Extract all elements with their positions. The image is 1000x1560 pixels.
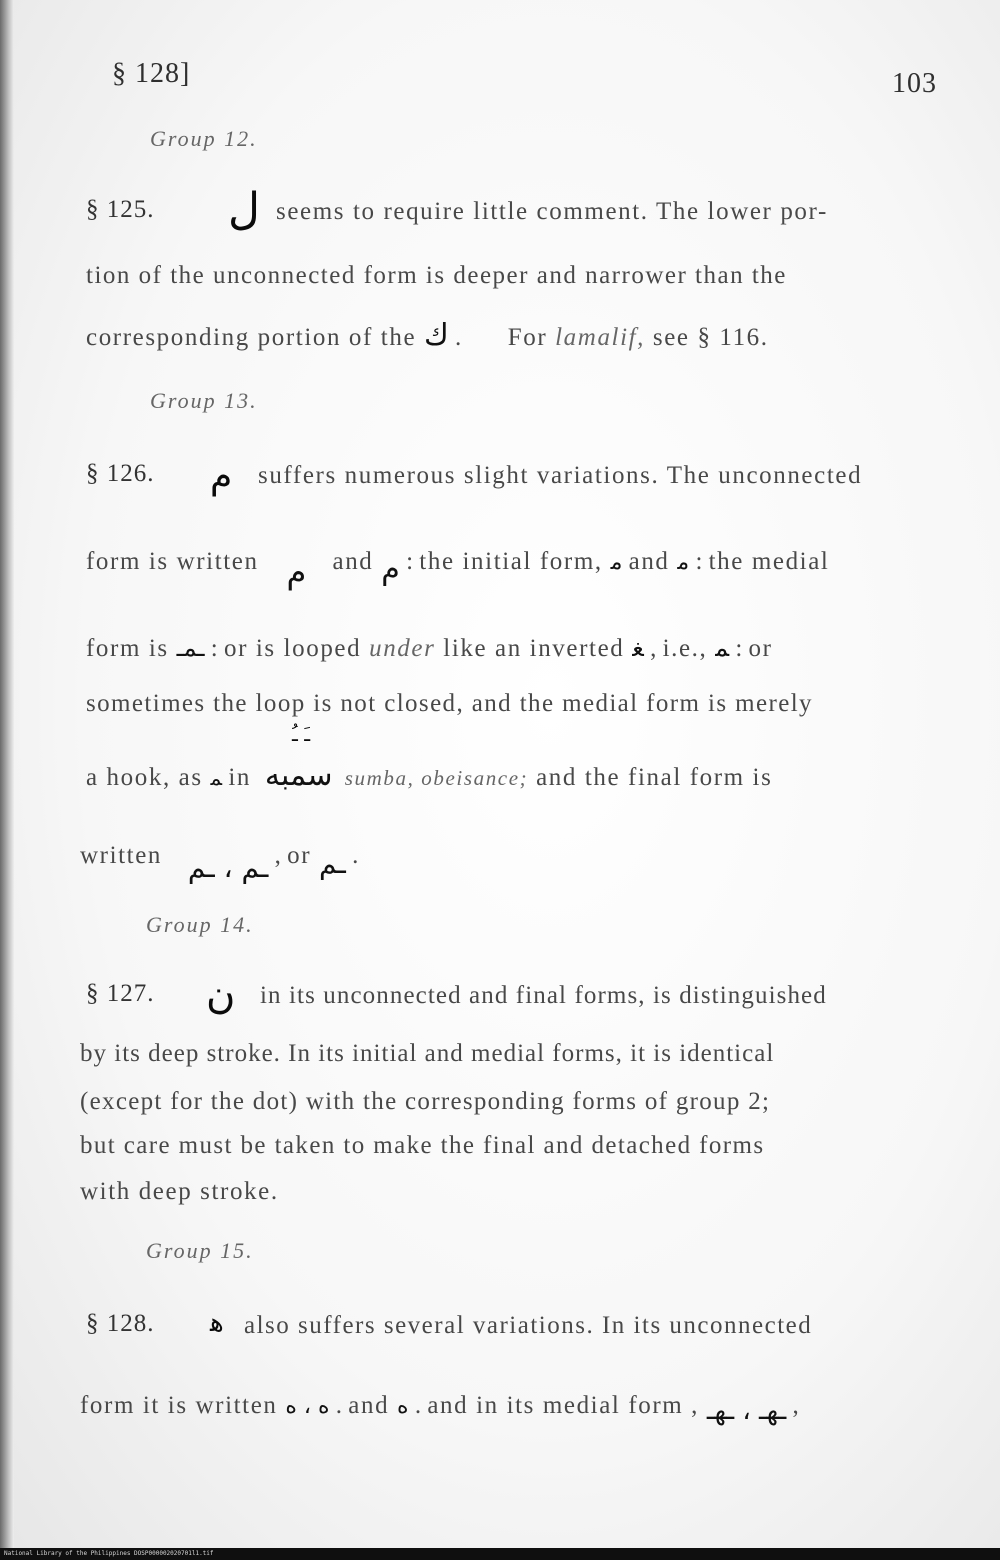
line-2-text-e: : the medial: [695, 548, 830, 575]
arabic-word-sumba: سمبه: [264, 758, 333, 793]
line-2-text-d: and: [628, 548, 670, 575]
inverted-ghain-glyph: ﻐ: [632, 634, 644, 662]
line-2-text-c: . and in its medial form ,: [414, 1392, 700, 1419]
section-126-line-1: suffers numerous slight variations. The unconnected: [258, 462, 863, 489]
section-127-line-5: with deep stroke.: [80, 1178, 279, 1205]
line-6-text-a: written: [80, 842, 163, 869]
section-127-line-3: (except for the dot) with the corresponding forms of group 2;: [80, 1088, 771, 1115]
section-127-line-4: but care must be taken to make the final and detached forms: [80, 1132, 765, 1159]
mim-hook-glyph: ﻤ: [210, 766, 223, 790]
line-3-text-e: : or: [735, 635, 773, 662]
section-128-number: § 128.: [86, 1310, 155, 1337]
line-2-text-d: ,: [792, 1392, 799, 1419]
arabic-ha-glyph: ﻫ: [210, 1308, 224, 1338]
line-3-text-b: .: [455, 324, 462, 351]
arabic-nun-glyph: ن: [206, 972, 236, 1018]
section-127-line-1: in its unconnected and final forms, is distinguished: [260, 982, 827, 1009]
line-3-text-d: , i.e.,: [650, 635, 708, 662]
group-heading-14: Group 14.: [146, 912, 254, 937]
line-6-text-c: .: [352, 842, 359, 869]
line-2-text-b: and: [332, 548, 374, 575]
looped-mim-glyph: ﻤ: [715, 634, 730, 662]
ha-medial-forms: ـﻬـ ، ـﻬـ: [706, 1396, 787, 1426]
ha-unconnected-forms: ه ، ه: [285, 1394, 330, 1419]
mim-final-forms: ـم ، ـم: [187, 851, 269, 884]
section-128-line-2: [80, 1392, 799, 1426]
ha-unconnected-form-alt: ه: [397, 1394, 409, 1419]
scan-footer-label: National Library of the Philippines DOSP000002020701l1.tif: [4, 1550, 214, 1557]
section-126-line-5: [86, 758, 772, 793]
section-125-line-3: [86, 318, 769, 353]
line-5-text-b: in: [228, 764, 251, 791]
mim-unconnected-form-2: م: [381, 552, 400, 587]
harakat-marks: ـَ ـُ: [292, 722, 311, 746]
section-126-line-3: [86, 634, 773, 663]
section-126-line-4: sometimes the loop is not closed, and the medial form is merely: [86, 690, 813, 717]
line-5-text-c: and the final form is: [536, 764, 773, 791]
arabic-mim-glyph: م: [210, 456, 233, 497]
mim-final-form-alt: ـم: [319, 847, 346, 880]
section-125-line-1: seems to require little comment. The lower por-: [276, 198, 828, 225]
section-125-number: § 125.: [86, 196, 155, 223]
group-heading-15: Group 15.: [146, 1238, 254, 1263]
line-3-text-b: : or is looped: [210, 635, 362, 662]
line-3-text-a: corresponding portion of the: [86, 324, 417, 351]
group-heading-13: Group 13.: [150, 388, 258, 413]
page-number: 103: [892, 68, 937, 99]
line-3-text-d: see § 116.: [652, 324, 769, 351]
page-gutter-shadow: [0, 0, 14, 1560]
section-126-line-2: [86, 548, 829, 591]
line-6-text-b: , or: [274, 842, 312, 869]
group-heading-12: Group 12.: [150, 126, 258, 151]
mim-medial-form: ـﻤـ: [176, 634, 205, 662]
line-3-text-c: like an inverted: [443, 635, 625, 662]
mim-initial-form-2: ﻣ: [677, 550, 690, 575]
running-section-header: § 128]: [112, 58, 191, 89]
lamalif-term: lamalif,: [555, 324, 646, 351]
transliteration-sumba: sumba, obeisance;: [344, 766, 529, 790]
section-125-line-2: tion of the unconnected form is deeper and narrower than the: [86, 262, 787, 289]
section-128-line-1: also suffers several variations. In its unconnected: [244, 1312, 813, 1339]
line-2-text-b: . and: [335, 1392, 390, 1419]
line-5-text-a: a hook, as: [86, 764, 203, 791]
under-term: under: [369, 635, 436, 662]
line-2-text-a: form it is written: [80, 1392, 278, 1419]
line-3-text-c: For: [507, 324, 548, 351]
line-2-text-a: form is written: [86, 548, 259, 575]
section-126-line-6: [80, 842, 358, 884]
mim-unconnected-form-1: م: [286, 553, 307, 591]
line-3-text-a: form is: [86, 635, 169, 662]
mim-initial-form-1: ﻣ: [610, 550, 623, 575]
section-127-line-2: by its deep stroke. In its initial and medial forms, it is identical: [80, 1040, 775, 1067]
arabic-kaf-glyph: ك: [424, 318, 449, 353]
section-126-number: § 126.: [86, 460, 155, 487]
line-2-text-c: : the initial form,: [406, 548, 603, 575]
section-127-number: § 127.: [86, 980, 155, 1007]
arabic-lam-glyph: ل: [228, 184, 260, 235]
